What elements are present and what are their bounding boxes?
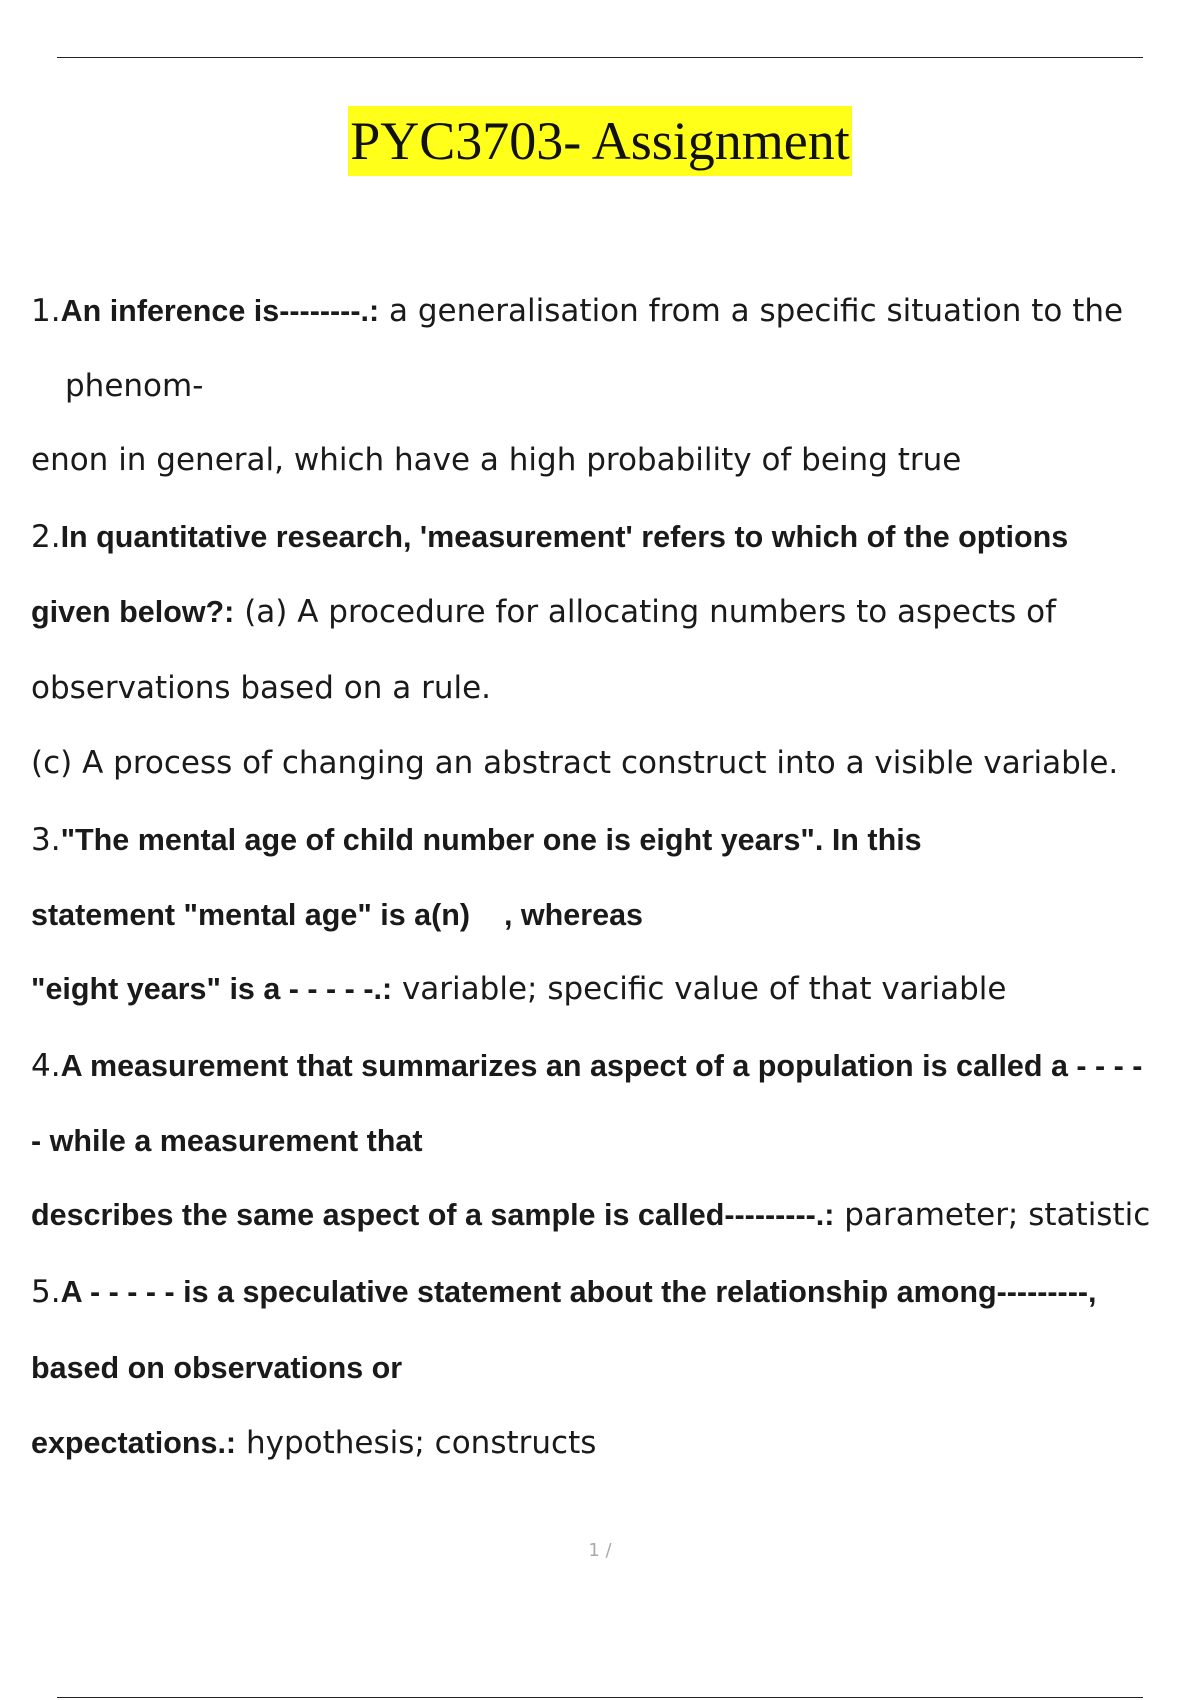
question-2-line-2	[31, 592, 1056, 632]
question-4-line-3	[31, 1195, 1150, 1235]
question-text: - while a measurement that	[31, 1124, 423, 1158]
question-text: "The mental age of child number one is eight years". In this	[60, 823, 922, 857]
question-text: expectations.:	[31, 1426, 237, 1460]
answer-text: phenom-	[65, 368, 204, 404]
answer-text: a generalisation from a specific situation to the	[379, 293, 1124, 329]
answer-text: hypothesis; constructs	[236, 1425, 597, 1461]
title-block	[0, 106, 1200, 176]
page-title: PYC3703- Assignment	[348, 106, 852, 176]
question-number: 3.	[31, 822, 61, 858]
question-text: based on observations or	[31, 1351, 403, 1385]
answer-text: (a) A procedure for allocating numbers to aspects of	[234, 594, 1057, 630]
question-2-line-4	[31, 743, 1118, 783]
question-3-line-3	[31, 969, 1006, 1009]
question-3-line-1	[31, 820, 922, 860]
question-5-line-1	[31, 1272, 1097, 1312]
page-number: 1 /	[588, 1540, 612, 1561]
question-text: An inference is--------.:	[60, 294, 380, 328]
question-text: given below?:	[31, 595, 235, 629]
question-2-line-1	[31, 517, 1068, 557]
question-text: A measurement that summarizes an aspect of a population is called a - - - -	[60, 1049, 1143, 1083]
question-1-line-3	[31, 440, 961, 480]
bottom-rule	[57, 1697, 1143, 1698]
question-1-line-1	[31, 291, 1123, 331]
question-number: 1.	[31, 293, 61, 329]
question-number: 5.	[31, 1274, 61, 1310]
question-4-line-2	[31, 1121, 423, 1161]
answer-text: observations based on a rule.	[31, 670, 492, 706]
question-3-line-2	[31, 895, 643, 935]
answer-text: enon in general, which have a high probability of being true	[31, 442, 962, 478]
question-number: 2.	[31, 519, 61, 555]
question-2-line-3	[31, 668, 491, 708]
question-text: In quantitative research, 'measurement' refers to which of the options	[60, 520, 1069, 554]
question-1-line-2	[65, 366, 203, 406]
answer-text: parameter; statistic	[834, 1197, 1151, 1233]
question-4-line-1	[31, 1046, 1142, 1086]
question-text: "eight years" is a - - - - -.:	[31, 972, 393, 1006]
top-rule	[57, 57, 1143, 58]
question-number: 4.	[31, 1048, 61, 1084]
answer-text: (c) A process of changing an abstract construct into a visible variable.	[31, 745, 1119, 781]
question-5-line-2	[31, 1348, 402, 1388]
question-text: A - - - - - is a speculative statement about the relationship among---------,	[60, 1275, 1097, 1309]
question-5-line-3	[31, 1423, 596, 1463]
question-text: describes the same aspect of a sample is called---------.:	[31, 1198, 835, 1232]
question-text: statement "mental age" is a(n) , whereas	[31, 898, 644, 932]
answer-text: variable; specific value of that variable	[392, 971, 1007, 1007]
